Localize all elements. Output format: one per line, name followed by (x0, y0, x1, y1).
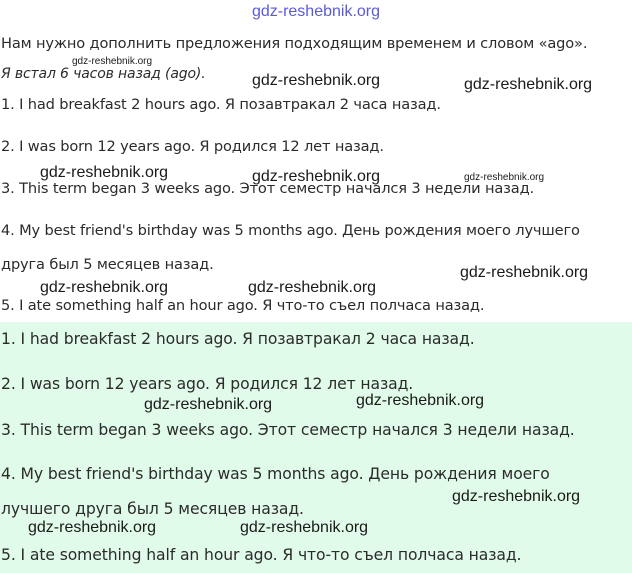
task-instruction: Нам нужно дополнить предложения подходящим временем и словом «ago». (1, 35, 588, 52)
answer-sentence-3: 3. This term began 3 weeks ago. Этот семестр начался 3 недели назад. (1, 421, 575, 439)
watermark: gdz-reshebnik.org (356, 392, 485, 409)
watermark: gdz-reshebnik.org (460, 264, 589, 281)
task-example: Я встал 6 часов назад (ago). (1, 66, 206, 82)
task-sentence-4: 4. My best friend's birthday was 5 months ago. День рождения моего лучшего (1, 222, 580, 239)
task-sentence-4-cont: друга был 5 месяцев назад. (1, 256, 214, 273)
watermark: gdz-reshebnik.org (464, 76, 593, 93)
answer-sentence-4-cont: лучшего друга был 5 месяцев назад. (1, 500, 304, 518)
answer-sentence-4: 4. My best friend's birthday was 5 months ago. День рождения моего (1, 465, 550, 483)
watermark: gdz-reshebnik.org (240, 519, 369, 536)
task-sentence-3: 3. This term began 3 weeks ago. Этот семестр начался 3 недели назад. (1, 180, 535, 197)
watermark: gdz-reshebnik.org (40, 164, 169, 181)
watermark: gdz-reshebnik.org (252, 168, 381, 185)
answer-sentence-1: 1. I had breakfast 2 hours ago. Я позавтракал 2 часа назад. (1, 330, 475, 348)
answer-sentence-2: 2. I was born 12 years ago. Я родился 12 лет назад. (1, 375, 414, 393)
site-header[interactable]: gdz-reshebnik.org (251, 3, 381, 20)
watermark: gdz-reshebnik.org (452, 488, 581, 505)
task-sentence-5: 5. I ate something half an hour ago. Я что-то съел полчаса назад. (1, 297, 485, 314)
task-sentence-1: 1. I had breakfast 2 hours ago. Я позавтракал 2 часа назад. (1, 96, 441, 113)
watermark: gdz-reshebnik.org (28, 519, 157, 536)
watermark: gdz-reshebnik.org (72, 56, 153, 67)
watermark: gdz-reshebnik.org (248, 279, 377, 296)
watermark: gdz-reshebnik.org (252, 72, 381, 89)
watermark: gdz-reshebnik.org (40, 279, 169, 296)
task-sentence-2: 2. I was born 12 years ago. Я родился 12 лет назад. (1, 138, 384, 155)
watermark: gdz-reshebnik.org (464, 172, 545, 183)
answer-sentence-5: 5. I ate something half an hour ago. Я что-то съел полчаса назад. (1, 546, 522, 564)
watermark: gdz-reshebnik.org (144, 396, 273, 413)
